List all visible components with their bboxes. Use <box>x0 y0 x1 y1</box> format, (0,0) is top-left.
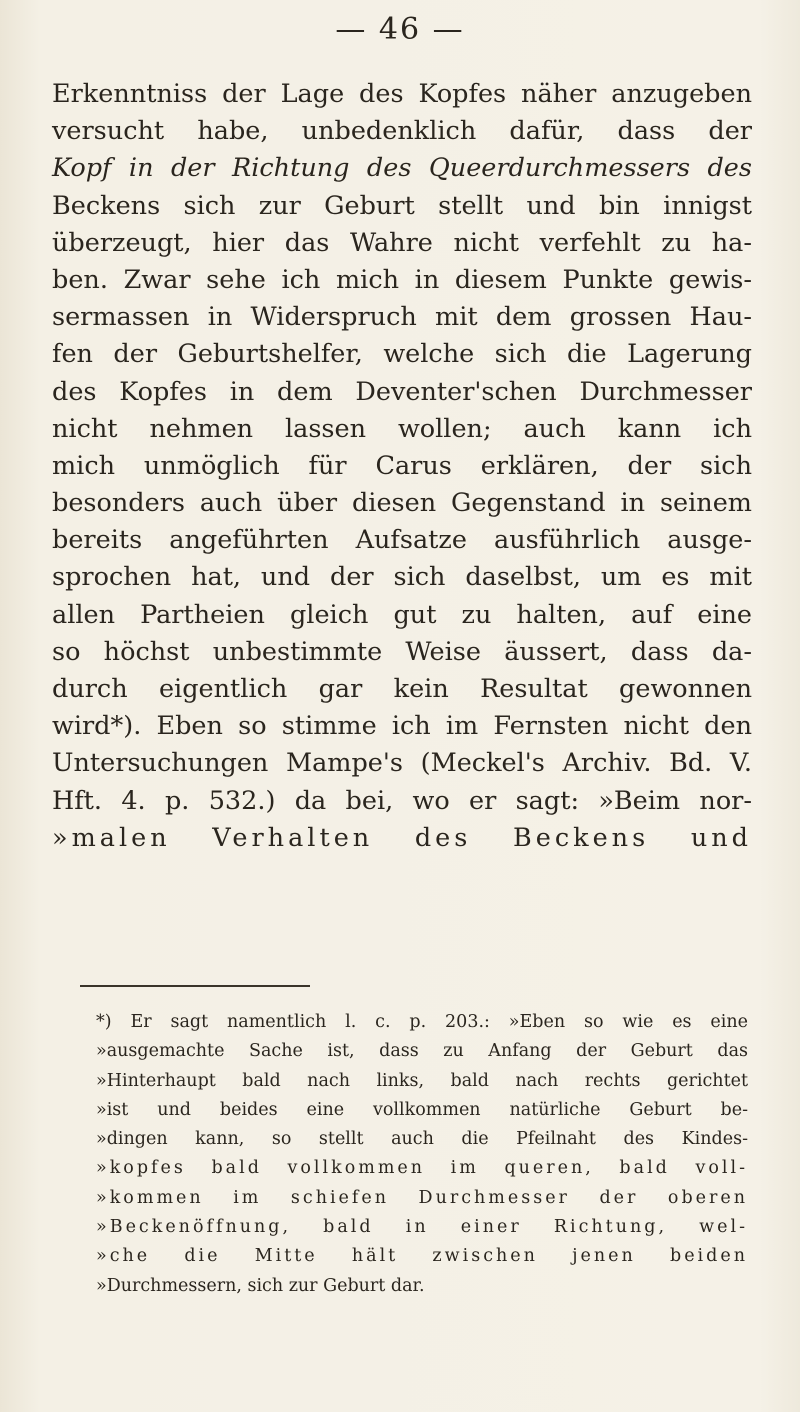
text-line: so höchst unbestimmte Weise äussert, dass da- <box>52 636 752 667</box>
footnote-line: *) Er sagt namentlich l. c. p. 203.: »Eben so wie es eine <box>96 1012 748 1032</box>
footnote-line: »kommen im schiefen Durchmesser der oberen <box>96 1187 748 1208</box>
text-line: ben. Zwar sehe ich mich in diesem Punkte gewis- <box>52 264 752 295</box>
footnote <box>96 1008 748 1301</box>
footnote-line: »Durchmessern, sich zur Geburt dar. <box>96 1275 425 1296</box>
text-line: Beckens sich zur Geburt stellt und bin innigst <box>52 190 752 221</box>
footnote-line: »kopfes bald vollkommen im queren, bald voll- <box>96 1158 748 1179</box>
text-line: »malen Verhalten des Beckens und <box>52 822 752 853</box>
text-line: allen Partheien gleich gut zu halten, auf eine <box>52 599 752 630</box>
text-line: bereits angeführten Aufsatze ausführlich ausge- <box>52 525 752 556</box>
footnote-line: »dingen kann, so stellt auch die Pfeilnaht des Kindes- <box>96 1129 748 1150</box>
text-line: Hft. 4. p. 532.) da bei, wo er sagt: »Beim nor- <box>52 785 752 816</box>
text-line: überzeugt, hier das Wahre nicht verfehlt zu ha- <box>52 227 752 258</box>
text-line: fen der Geburtshelfer, welche sich die Lagerung <box>52 339 752 370</box>
text-line: sprochen hat, und der sich daselbst, um es mit <box>52 562 752 593</box>
text-line: des Kopfes in dem Deventer'schen Durchmesser <box>52 376 752 407</box>
text-line: versucht habe, unbedenklich dafür, dass der <box>52 116 752 147</box>
text-line: besonders auch über diesen Gegenstand in seinem <box>52 488 752 519</box>
footnote-line: »ausgemachte Sache ist, dass zu Anfang der Geburt das <box>96 1041 748 1062</box>
text-line: Erkenntniss der Lage des Kopfes näher anzugeben <box>52 79 752 109</box>
text-line: Kopf in der Richtung des Queerdurchmessers des <box>52 153 752 184</box>
text-line: Untersuchungen Mampe's (Meckel's Archiv. Bd. V. <box>52 748 752 779</box>
footnote-line: »ist und beides eine vollkommen natürliche Geburt be- <box>96 1099 748 1120</box>
footnote-line: »Beckenöffnung, bald in einer Richtung, wel- <box>96 1217 748 1238</box>
footnote-line: »che die Mitte hält zwischen jenen beiden <box>96 1246 748 1267</box>
text-line: sermassen in Widerspruch mit dem grossen Hau- <box>52 302 752 333</box>
text-line: durch eigentlich gar kein Resultat gewonnen <box>52 674 752 704</box>
main-text <box>52 76 752 857</box>
footnote-line: »Hinterhaupt bald nach links, bald nach rechts gerichtet <box>96 1070 748 1091</box>
page-number: — 46 — <box>335 12 465 47</box>
footnote-separator <box>80 985 310 987</box>
text-line: wird*). Eben so stimme ich im Fernsten nicht den <box>52 711 752 742</box>
text-line: nicht nehmen lassen wollen; auch kann ich <box>52 413 752 444</box>
text-line: mich unmöglich für Carus erklären, der sich <box>52 450 752 481</box>
